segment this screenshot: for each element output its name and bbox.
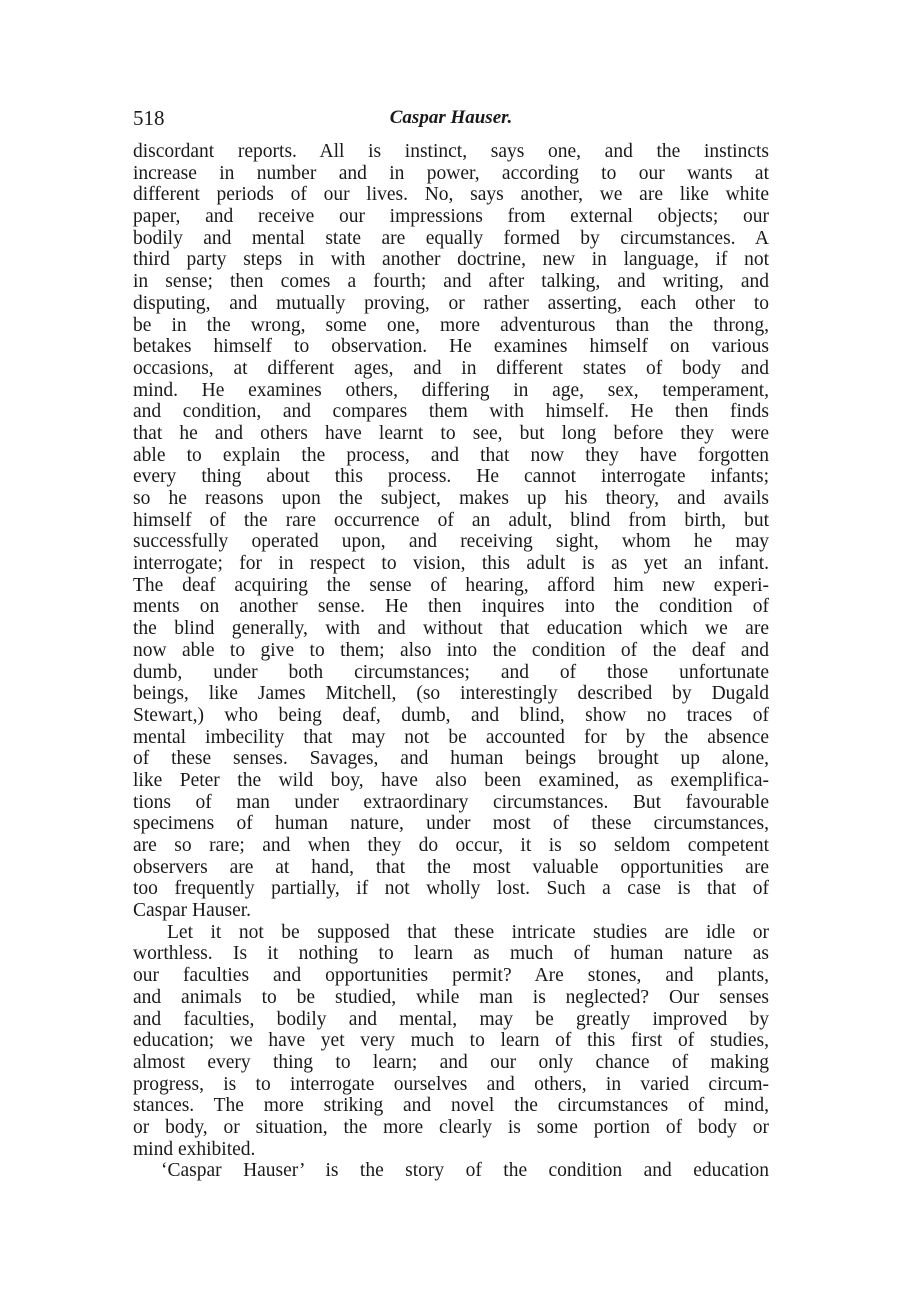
- text-line: every thing about this process. He cannot interrogate infants;: [133, 466, 769, 488]
- text-line: be in the wrong, some one, more adventurous than the throng,: [133, 314, 769, 336]
- text-line: himself of the rare occurrence of an adult, blind from birth, but: [133, 509, 769, 531]
- text-line: and animals to be studied, while man is neglected? Our senses: [133, 986, 769, 1008]
- text-line: occasions, at different ages, and in different states of body and: [133, 357, 769, 379]
- text-line: mental imbecility that may not be accounted for by the absence: [133, 726, 769, 748]
- text-line: our faculties and opportunities permit? Are stones, and plants,: [133, 965, 769, 987]
- text-line: different periods of our lives. No, says another, we are like white: [133, 184, 769, 206]
- text-line: beings, like James Mitchell, (so interestingly described by Dugald: [133, 683, 769, 705]
- paragraph-start-line: ‘Caspar Hauser’ is the story of the condition and education: [161, 1160, 769, 1182]
- text-line: paper, and receive our impressions from external objects; our: [133, 206, 769, 228]
- text-line: progress, is to interrogate ourselves and others, in varied circum-: [133, 1073, 769, 1095]
- running-head: [133, 104, 769, 132]
- text-line: that he and others have learnt to see, but long before they were: [133, 422, 769, 444]
- paragraph-end-line: mind exhibited.: [133, 1138, 256, 1160]
- text-line: third party steps in with another doctrine, new in language, if not: [133, 249, 769, 271]
- text-line: disputing, and mutually proving, or rather asserting, each other to: [133, 292, 769, 314]
- text-line: discordant reports. All is instinct, says one, and the instincts: [133, 141, 769, 162]
- text-line: The deaf acquiring the sense of hearing, afford him new experi-: [133, 574, 769, 596]
- body-text: [133, 141, 769, 1182]
- text-line: interrogate; for in respect to vision, this adult is as yet an infant.: [133, 553, 769, 575]
- running-title: Caspar Hauser.: [389, 107, 513, 128]
- text-line: of these senses. Savages, and human beings brought up alone,: [133, 748, 769, 770]
- text-line: successfully operated upon, and receiving sight, whom he may: [133, 531, 769, 553]
- text-line: able to explain the process, and that now they have forgotten: [133, 444, 769, 466]
- text-line: too frequently partially, if not wholly lost. Such a case is that of: [133, 878, 769, 900]
- text-line: specimens of human nature, under most of these circumstances,: [133, 813, 769, 835]
- paragraph-end-line: Caspar Hauser.: [133, 900, 252, 922]
- text-line: tions of man under extraordinary circumstances. But favourable: [133, 791, 769, 813]
- text-line: almost every thing to learn; and our only chance of making: [133, 1051, 769, 1073]
- paragraph-start-line: Let it not be supposed that these intricate studies are idle or: [167, 921, 769, 943]
- text-line: observers are at hand, that the most valuable opportunities are: [133, 856, 769, 878]
- text-line: education; we have yet very much to learn of this first of studies,: [133, 1030, 769, 1052]
- text-line: ments on another sense. He then inquires into the condition of: [133, 596, 769, 618]
- text-line: the blind generally, with and without that education which we are: [133, 618, 769, 640]
- text-line: Stewart,) who being deaf, dumb, and blind, show no traces of: [133, 704, 769, 726]
- text-line: are so rare; and when they do occur, it is so seldom competent: [133, 835, 769, 856]
- text-line: stances. The more striking and novel the circumstances of mind,: [133, 1095, 769, 1117]
- text-line: dumb, under both circumstances; and of those unfortunate: [133, 661, 769, 683]
- text-line: mind. He examines others, differing in age, sex, temperament,: [133, 379, 769, 401]
- text-line: worthless. Is it nothing to learn as much of human nature as: [133, 943, 769, 965]
- text-line: and condition, and compares them with himself. He then finds: [133, 401, 769, 423]
- text-line: and faculties, bodily and mental, may be greatly improved by: [133, 1008, 769, 1030]
- text-line: now able to give to them; also into the condition of the deaf and: [133, 639, 769, 661]
- text-line: bodily and mental state are equally formed by circumstances. A: [133, 227, 769, 249]
- text-line: so he reasons upon the subject, makes up his theory, and avails: [133, 488, 769, 509]
- text-line: like Peter the wild boy, have also been examined, as exemplifica-: [133, 769, 769, 791]
- text-line: betakes himself to observation. He examines himself on various: [133, 336, 769, 358]
- text-line: or body, or situation, the more clearly is some portion of body or: [133, 1116, 769, 1138]
- page-number: 518: [133, 106, 165, 130]
- text-line: increase in number and in power, according to our wants at: [133, 162, 769, 184]
- text-line: in sense; then comes a fourth; and after talking, and writing, and: [133, 271, 769, 293]
